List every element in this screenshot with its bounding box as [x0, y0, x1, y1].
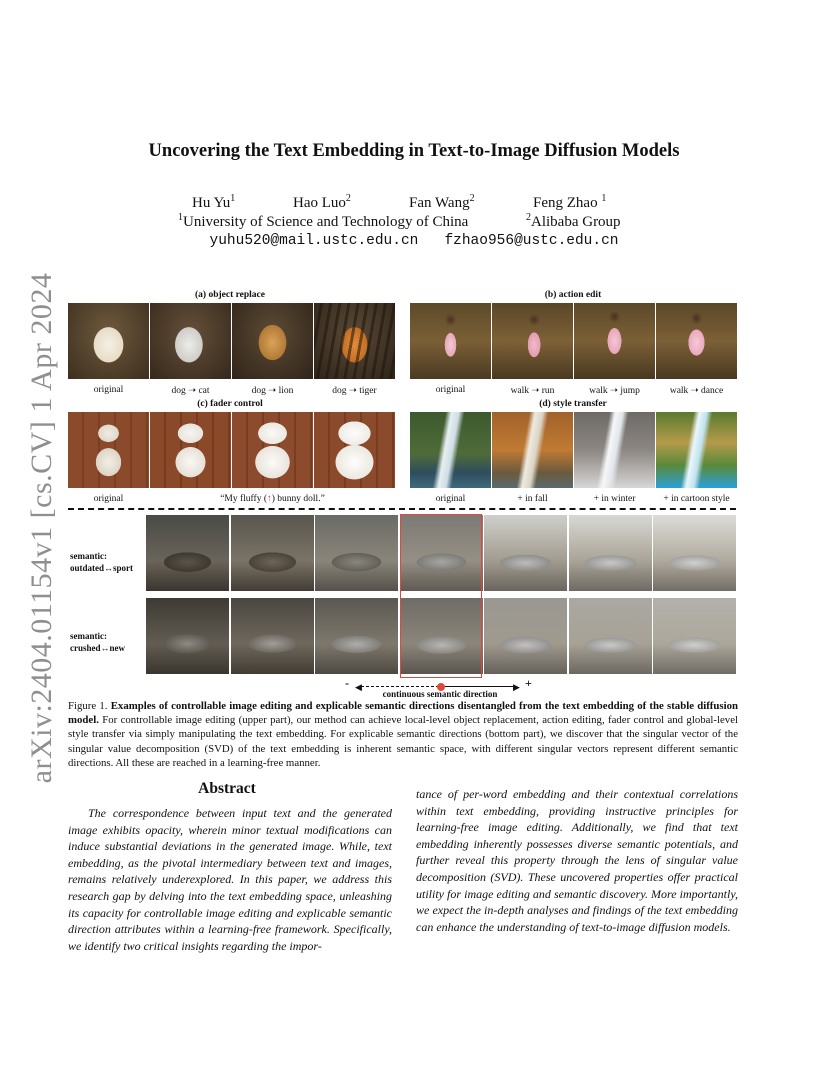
abstract-column-1: The correspondence between input text and the generated image exhibits opacity, wherein minor textual modifications can induce substantial deviations in the generated image. While, text embedding, as the pivotal intermediary between text and images, remains relatively underexplored. In this paper, we address this research gap by delving into the text embedding space, unleashing its capacity for controllable image editing and explicable semantic direction attributes within a learning-free framework. Specifically, we identify two critical insights regarding the impor- [68, 806, 392, 953]
image-doll-2 [232, 412, 313, 488]
panel-b-title: (b) action edit [544, 290, 602, 300]
image-doll-1 [150, 412, 231, 488]
car-image [484, 515, 567, 591]
row-label-outdated-sport: semantic: outdated↔sport [70, 551, 134, 573]
panel-c-images [68, 412, 396, 488]
car-image [653, 598, 736, 674]
arrow-right-icon: ➝ [609, 386, 618, 396]
image-girl-dance [656, 303, 737, 379]
image-tiger [314, 303, 395, 379]
author-2: Hao Luo$^2$ [293, 193, 351, 211]
arrow-right-icon: ➝ [268, 386, 277, 396]
paper-title: Uncovering the Text Embedding in Text-to-Image Diffusion Models [148, 141, 680, 161]
car-image [315, 598, 398, 674]
image-girl-run [492, 303, 573, 379]
image-doll-3 [314, 412, 395, 488]
car-image [315, 515, 398, 591]
image-doll-original [68, 412, 149, 488]
car-image [231, 515, 314, 591]
arrow-right-icon: ➝ [690, 386, 699, 396]
caption-d-cartoon: + in cartoon style [663, 494, 730, 504]
arrow-right-icon: ▶ [513, 682, 520, 692]
highlight-original-column [400, 514, 482, 678]
caption-d-fall: + in fall [517, 494, 548, 504]
axis-dashed-line [361, 686, 439, 687]
up-arrow-icon: ↑ [267, 494, 272, 504]
car-image [146, 598, 229, 674]
panel-c-title: (c) fader control [197, 399, 263, 409]
caption-c-original: original [93, 494, 124, 504]
panel-d-title: (d) style transfer [539, 399, 607, 409]
author-4: Feng Zhao $^1$ [533, 193, 607, 211]
image-waterfall-winter [574, 412, 655, 488]
car-image [653, 515, 736, 591]
arxiv-stamp: arXiv:2404.01154v1 [cs.CV] 1 Apr 2024 [25, 272, 58, 784]
caption-a-original: original [93, 385, 124, 395]
car-image [231, 598, 314, 674]
caption-b-walk-run: walk ➝ run [510, 386, 555, 396]
axis-solid-line [445, 686, 515, 687]
caption-b-walk-jump: walk ➝ jump [589, 386, 640, 396]
double-arrow-icon: ↔ [100, 643, 110, 653]
image-lion [232, 303, 313, 379]
car-image [484, 598, 567, 674]
caption-d-winter: + in winter [593, 494, 636, 504]
image-waterfall-cartoon [656, 412, 737, 488]
arrow-right-icon: ➝ [348, 386, 357, 396]
car-image [146, 515, 229, 591]
car-image [569, 515, 652, 591]
caption-c-prompt: “My fluffy (↑) bunny doll.” [220, 494, 325, 504]
caption-a-dog-lion: dog ➝ lion [251, 386, 294, 396]
figure-caption: Figure 1. Examples of controllable image editing and explicable semantic directions disentangled from the text embedding of the stable diffusion model. For controllable image editing (upper part), our method can achieve local-level object replacement, action editing, fader control and global-level style transfer via simply manipulating the text embedding. For explicable semantic directions (bottom part), we discover that the singular vector of the singular value decomposition (SVD) of the text embedding is inherent semantic space, with different singular vectors represent different semantic directions. All these are reached in a learning-free manner. [68, 700, 739, 769]
caption-a-dog-tiger: dog ➝ tiger [332, 386, 377, 396]
double-arrow-icon: ↔ [104, 563, 114, 573]
caption-a-dog-cat: dog ➝ cat [171, 386, 210, 396]
author-1: Hu Yu$^1$ [192, 193, 236, 211]
axis-minus: - [345, 676, 349, 690]
image-girl-original [410, 303, 491, 379]
axis-plus: + [525, 676, 532, 690]
arrow-right-icon: ➝ [188, 386, 197, 396]
image-waterfall-original [410, 412, 491, 488]
image-girl-jump [574, 303, 655, 379]
image-dog-original [68, 303, 149, 379]
arrow-right-icon: ➝ [531, 386, 540, 396]
caption-b-walk-dance: walk ➝ dance [669, 386, 724, 396]
abstract-heading: Abstract [198, 780, 256, 797]
abstract-column-2: tance of per-word embedding and their contextual correlations within text embedding, providing instructive principles for learning-free image editing. Additionally, we find that text embedding inherently possesses diverse semantic potentials, and further reveal this property through the lens of singular value decomposition (SVD). These uncovered properties offer practical utility for image editing and semantic discovery. More importantly, we expect the in-depth analyses and findings of the text embedding can enhance the understanding of text-to-image diffusion models. [416, 787, 738, 934]
axis-label: continuous semantic direction [382, 689, 498, 699]
image-waterfall-fall [492, 412, 573, 488]
panel-a-images [68, 303, 396, 379]
panel-a-title: (a) object replace [195, 290, 265, 300]
panel-d-images [410, 412, 738, 488]
image-cat [150, 303, 231, 379]
affiliation-1: $^1$University of Science and Technology of China [178, 212, 469, 230]
affiliation-2: $^2$Alibaba Group [526, 212, 621, 230]
caption-b-original: original [435, 385, 466, 395]
author-emails: yuhu520@mail.ustc.edu.cn fzhao956@ustc.edu.cn [209, 233, 619, 249]
panel-b-images [410, 303, 738, 379]
caption-d-original: original [435, 494, 466, 504]
author-3: Fan Wang$^2$ [409, 193, 475, 211]
car-image [569, 598, 652, 674]
arrow-left-icon: ◀ [355, 682, 362, 692]
row-label-crushed-new: semantic: crushed↔new [70, 631, 126, 653]
figure-divider [68, 508, 736, 510]
